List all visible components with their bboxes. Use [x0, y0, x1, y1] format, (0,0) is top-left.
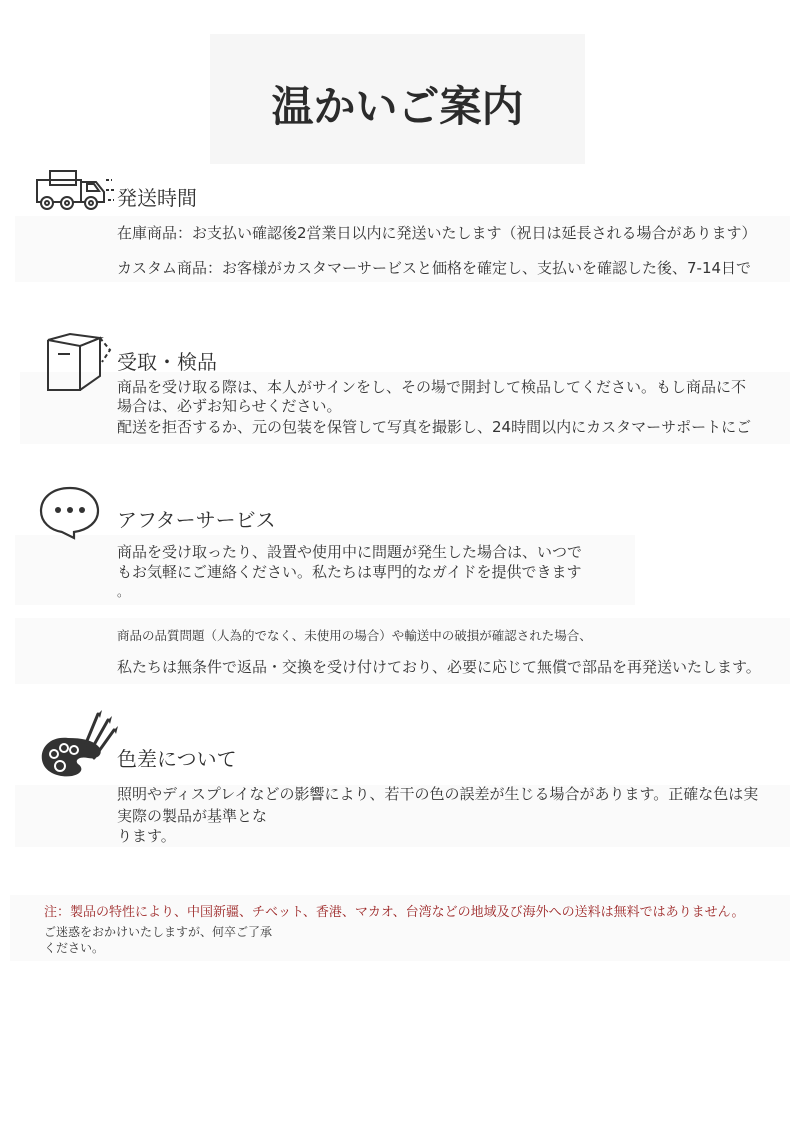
aftersales-line-3: 。: [117, 584, 130, 599]
aftersales-line-1: 商品を受け取ったり、設置や使用中に問題が発生した場合は、いつで: [117, 543, 583, 561]
shipping-heading: 発送時間: [117, 186, 197, 210]
color-line-3: ります。: [117, 827, 176, 845]
paint-palette-icon: [38, 708, 118, 782]
color-line-2: 実際の製品が基準とな: [117, 807, 268, 825]
aftersales-line-4: 商品の品質問題（人為的でなく、未使用の場合）や輸送中の破損が確認された場合、: [117, 628, 592, 643]
receiving-line-1: 商品を受け取る際は、本人がサインをし、その場で開封して検品してください。もし商品に不: [117, 378, 746, 396]
aftersales-heading: アフターサービス: [117, 508, 276, 532]
page-title: 温かいご案内: [271, 82, 524, 131]
chat-bubble-icon: [38, 484, 104, 540]
receiving-heading: 受取・検品: [117, 350, 217, 374]
receiving-line-2: 場合は、必ずお知らせください。: [117, 397, 342, 415]
aftersales-line-5: 私たちは無条件で返品・交換を受け付けており、必要に応じて無償で部品を再発送いたします。: [117, 658, 761, 676]
apology-note: ご迷惑をおかけいたしますが、何卒ご了承ください。: [44, 925, 273, 955]
truck-icon: [34, 168, 118, 214]
color-line-1: 照明やディスプレイなどの影響により、若干の色の誤差が生じる場合があります。正確な色は実: [117, 785, 759, 803]
color-heading: 色差について: [117, 747, 237, 771]
shipping-line-2: カスタム商品：お客様がカスタマーサービスと価格を確定し、支払いを確認した後、7-14日で: [117, 259, 752, 277]
receiving-line-3: 配送を拒否するか、元の包装を保管して写真を撮影し、24時間以内にカスタマーサポートにご: [117, 418, 752, 436]
box-icon: [40, 332, 114, 396]
aftersales-line-2: もお気軽にご連絡ください。私たちは専門的なガイドを提供できます: [117, 563, 582, 581]
shipping-fee-note: 注：製品の特性により、中国新疆、チベット、香港、マカオ、台湾などの地域及び海外への送料は無料ではありません。: [44, 905, 745, 920]
shipping-line-1: 在庫商品：お支払い確認後2営業日以内に発送いたします（祝日は延長される場合があります）: [117, 224, 757, 242]
